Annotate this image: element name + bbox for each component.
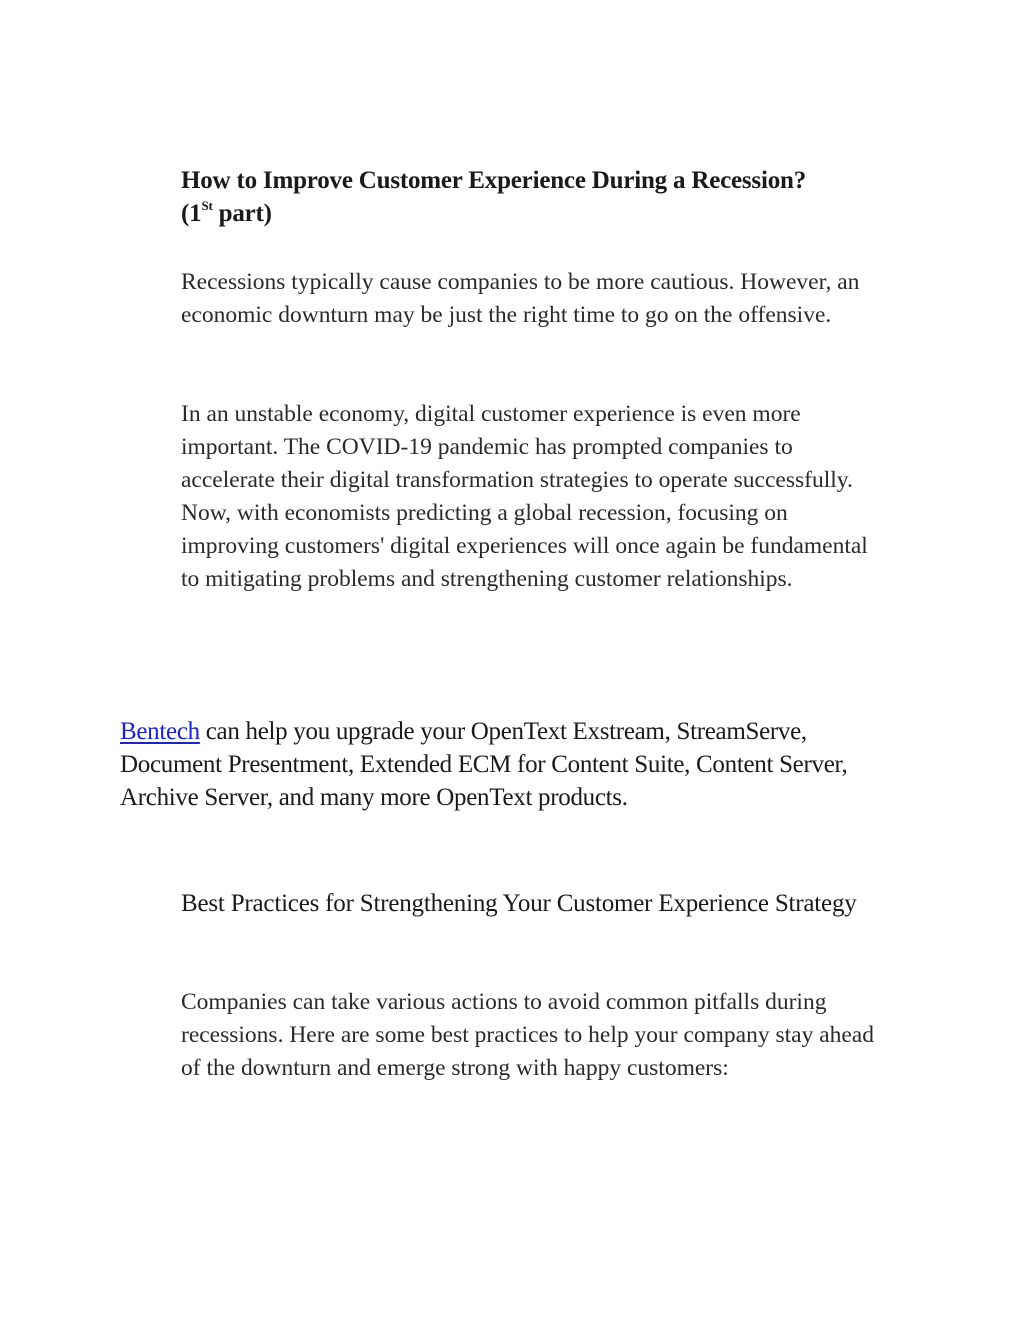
promo-text: can help you upgrade your OpenText Exstream, StreamServe, Document Presentment, Extended ECM for Content Suite, Content Server, Archive Server, and many more OpenText products.: [120, 718, 848, 811]
page-title: [181, 164, 881, 230]
promo-paragraph: [120, 715, 880, 814]
section-paragraph: Companies can take various actions to avoid common pitfalls during recessions. Here are some best practices to help your company stay ahead of the downturn and emerge strong with happy customers:: [181, 989, 874, 1081]
title-part-superscript: St: [201, 197, 213, 213]
bentech-link[interactable]: Bentech: [120, 718, 200, 745]
intro-paragraph: Recessions typically cause companies to be more cautious. However, an economic downturn may be just the right time to go on the offensive.: [181, 269, 860, 328]
body-paragraph: In an unstable economy, digital customer experience is even more important. The COVID-19 pandemic has prompted companies to accelerate their digital transformation strategies to operate successfully. Now, with economists predicting a global recession, focusing on improving customers' digital experiences will once again be fundamental to mitigating problems and strengthening customer relationships.: [181, 401, 868, 592]
title-part-close: part): [212, 200, 272, 227]
title-text: How to Improve Customer Experience During a Recession?: [181, 167, 807, 194]
title-part-open: (1: [181, 200, 202, 227]
section-heading: Best Practices for Strengthening Your Customer Experience Strategy: [181, 890, 857, 917]
